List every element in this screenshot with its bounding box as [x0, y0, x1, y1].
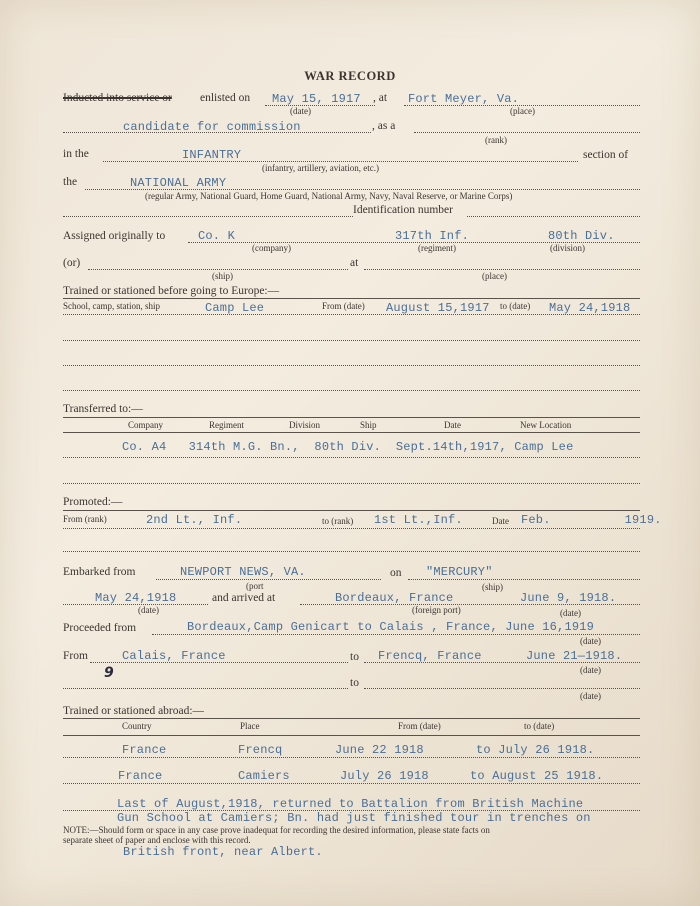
promoted-line-1 — [63, 528, 640, 529]
place-caption: (place) — [482, 271, 507, 281]
from-date-caption-1: (date) — [580, 665, 601, 675]
embarked-on-label: on — [390, 567, 402, 579]
from-value-1: Calais, France — [122, 649, 226, 663]
or-place-line — [364, 269, 640, 270]
from-date-label: From (date) — [322, 301, 365, 311]
enlist-date: May 15, 1917 — [272, 92, 361, 106]
trained-before-heading: Trained or stationed before going to Europe:— — [63, 285, 280, 297]
arrived-label: and arrived at — [212, 592, 276, 604]
trained-line-4 — [63, 390, 640, 391]
embarked-ship-line — [408, 579, 640, 580]
abroad-row-2-to: to August 25 1918. — [470, 769, 604, 783]
enlist-place: Fort Meyer, Va. — [408, 92, 520, 106]
embarked-date: May 24,1918 — [95, 591, 177, 605]
promoted-to-value: 1st Lt.,Inf. — [374, 513, 463, 527]
abroad-row-2-country: France — [118, 769, 163, 783]
transferred-header-ship: Ship — [360, 420, 377, 430]
enlist-place-caption: (place) — [510, 106, 535, 116]
transferred-header-division: Division — [289, 420, 321, 430]
abroad-header-to: to (date) — [524, 721, 555, 731]
transferred-row: Co. A4 314th M.G. Bn., 80th Div. Sept.14th,1917, Camp Lee — [122, 440, 574, 454]
division-caption: (division) — [550, 243, 585, 253]
abroad-header-place: Place — [240, 721, 260, 731]
arrival-date: June 9, 1918. — [520, 591, 617, 605]
transferred-heading: Transferred to:— — [63, 403, 143, 415]
abroad-row-1-to: to July 26 1918. — [476, 743, 595, 757]
promoted-date-label: Date — [492, 516, 509, 526]
ship-caption: (ship) — [212, 271, 233, 281]
from-date-caption-2: (date) — [580, 691, 601, 701]
or-label: (or) — [63, 257, 81, 269]
to-label-2: to — [350, 677, 359, 689]
abroad-row-2-from: July 26 1918 — [340, 769, 429, 783]
enlist-label: enlisted on — [200, 92, 251, 104]
rank-value: candidate for commission — [123, 120, 301, 134]
assigned-division: 80th Div. — [548, 229, 615, 243]
as-a-label: , as a — [372, 120, 396, 132]
remark-line-1: Last of August,1918, returned to Battalion from British Machine — [117, 797, 584, 811]
from-line-2 — [63, 688, 348, 689]
abroad-row-1-from: June 22 1918 — [335, 743, 424, 757]
rank-caption: (rank) — [485, 135, 507, 145]
transferred-header-company: Company — [128, 420, 163, 430]
company-caption: (company) — [252, 243, 291, 253]
promoted-date-value: Feb. 1919. — [521, 513, 662, 527]
the-label: the — [63, 176, 78, 188]
trained-line-3 — [63, 365, 640, 366]
the-value: NATIONAL ARMY — [130, 176, 227, 190]
school-value: Camp Lee — [205, 301, 265, 315]
transferred-header-rule — [63, 432, 640, 433]
abroad-row-1-place: Frencq — [238, 743, 283, 757]
handwritten-mark: 9 — [104, 665, 114, 681]
proceeded-label: Proceeded from — [63, 622, 137, 634]
the-caption: (regular Army, National Guard, Home Guard, National Army, Navy, Naval Reserve, or Marine Corps) — [145, 191, 513, 201]
proceeded-value: Bordeaux,Camp Genicart to Calais , France, June 16,1919 — [187, 620, 595, 634]
transferred-header-regiment: Regiment — [209, 420, 244, 430]
remark-line-3: British front, near Albert. — [123, 845, 323, 859]
assigned-label: Assigned originally to — [63, 230, 166, 242]
remark-line-2: Gun School at Camiers; Bn. had just finished tour in trenches on — [117, 811, 591, 825]
embarked-label: Embarked from — [63, 566, 136, 578]
abroad-row-1-country: France — [122, 743, 167, 757]
trained-before-rule — [63, 298, 640, 299]
embarked-port: NEWPORT NEWS, VA. — [180, 565, 306, 579]
to-date-value: May 24,1918 — [549, 301, 631, 315]
section-trail: section of — [583, 149, 629, 161]
transferred-line-1 — [63, 457, 640, 458]
from-label-1: From — [63, 650, 88, 662]
regiment-caption: (regiment) — [418, 243, 456, 253]
id-label: Identification number — [353, 204, 453, 216]
promoted-to-label: to (rank) — [322, 516, 354, 526]
trained-line-2 — [63, 340, 640, 341]
promoted-heading: Promoted:— — [63, 496, 123, 508]
proceeded-line — [152, 634, 640, 635]
id-line-left — [63, 216, 353, 217]
transferred-header-date: Date — [444, 420, 461, 430]
rank-line-2 — [414, 132, 640, 133]
enlist-at-label: , at — [373, 92, 388, 104]
arrived-port: Bordeaux, France — [335, 591, 454, 605]
promoted-line-2 — [63, 551, 640, 552]
school-label: School, camp, station, ship — [63, 301, 160, 311]
trained-line-1 — [63, 314, 640, 315]
embarked-ship: "MERCURY" — [426, 565, 493, 579]
abroad-header-rule — [63, 735, 640, 736]
or-ship-line — [88, 269, 348, 270]
embarked-date-caption: (date) — [138, 605, 159, 615]
page-title: WAR RECORD — [304, 69, 396, 83]
abroad-header-country: Country — [122, 721, 152, 731]
note-line-2: separate sheet of paper and enclose with this record. — [63, 835, 251, 845]
note-line-1: NOTE:—Should form or space in any case prove inadequat for recording the desired information, please state facts on — [63, 825, 490, 835]
proceeded-date-caption: (date) — [580, 636, 601, 646]
embarked-port-line — [156, 579, 381, 580]
id-line-right — [467, 216, 640, 217]
foreign-port-caption: (foreign port) — [412, 605, 461, 615]
section-caption: (infantry, artillery, aviation, etc.) — [262, 163, 380, 173]
port-caption: (port — [246, 581, 264, 591]
section-label: in the — [63, 148, 89, 160]
assigned-company: Co. K — [198, 229, 236, 243]
section-line — [103, 161, 578, 162]
struck-text: Inducted into service or — [63, 92, 172, 104]
from-date-value: August 15,1917 — [386, 301, 490, 315]
or-at-label: at — [350, 257, 359, 269]
promoted-from-value: 2nd Lt., Inf. — [146, 513, 243, 527]
promoted-rule — [63, 510, 640, 511]
section-value: INFANTRY — [182, 148, 242, 162]
to-value-1: Frencq, France — [378, 649, 482, 663]
abroad-line-1 — [63, 757, 640, 758]
arrival-date-caption: (date) — [560, 608, 581, 618]
ship-caption-2: (ship) — [482, 582, 503, 592]
trained-abroad-rule — [63, 718, 640, 719]
transferred-line-2 — [63, 483, 640, 484]
enlist-date-caption: (date) — [290, 106, 311, 116]
from-date-1: June 21—1918. — [526, 649, 623, 663]
assigned-regiment: 317th Inf. — [395, 229, 470, 243]
abroad-header-from: From (date) — [398, 721, 441, 731]
transferred-header-location: New Location — [520, 420, 572, 430]
abroad-line-2 — [63, 783, 640, 784]
trained-abroad-heading: Trained or stationed abroad:— — [63, 705, 205, 717]
promoted-from-label: From (rank) — [63, 514, 107, 524]
transferred-rule — [63, 417, 640, 418]
to-line-2 — [364, 688, 640, 689]
to-label-1: to — [350, 651, 359, 663]
abroad-row-2-place: Camiers — [238, 769, 290, 783]
to-date-label: to (date) — [500, 301, 531, 311]
enlist-date-line — [265, 105, 375, 106]
